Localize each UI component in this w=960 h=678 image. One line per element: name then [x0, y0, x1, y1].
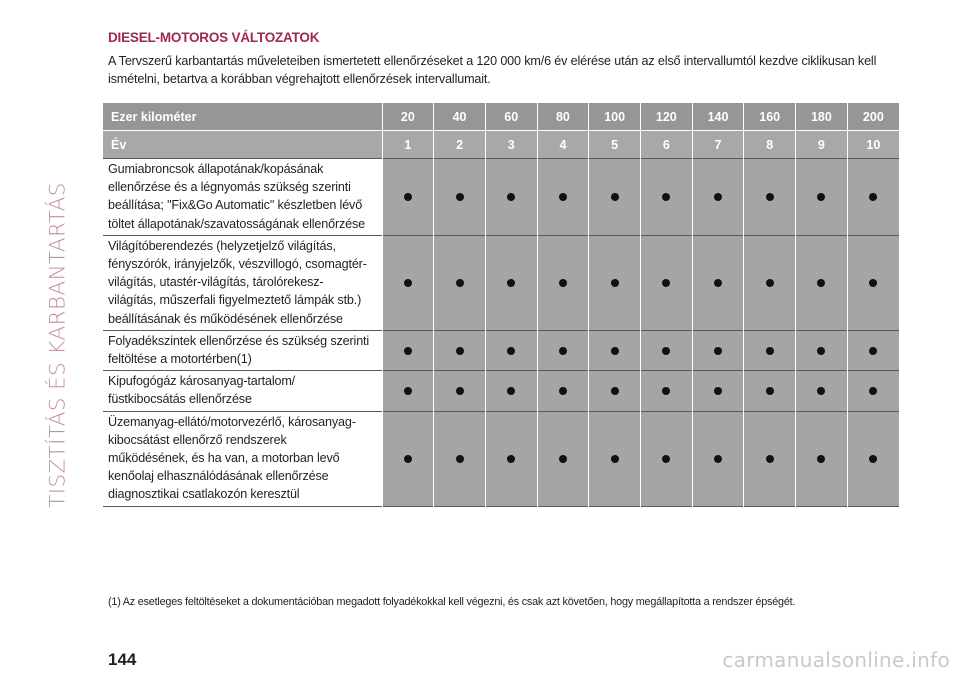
- interval-cell: [485, 330, 537, 370]
- km-header-cell: 120: [640, 103, 692, 131]
- check-dot-icon: [507, 193, 515, 201]
- check-dot-icon: [662, 279, 670, 287]
- interval-cell: [537, 411, 589, 506]
- interval-cell: [434, 235, 486, 330]
- interval-cell: [692, 159, 744, 236]
- check-dot-icon: [611, 387, 619, 395]
- year-header-cell: 4: [537, 131, 589, 159]
- interval-cell: [796, 330, 848, 370]
- check-dot-icon: [817, 347, 825, 355]
- interval-cell: [847, 371, 899, 411]
- interval-cell: [485, 411, 537, 506]
- interval-cell: [640, 411, 692, 506]
- check-item-label: Gumiabroncsok állapotának/kopásának ellenőrzése és a légnyomás szükség szerinti beállítása; "Fix&Go Automatic" készletben lévő töltet állapotának/szavatosságának ellenőrzése: [103, 159, 382, 236]
- table-row: [103, 411, 899, 506]
- check-dot-icon: [869, 193, 877, 201]
- interval-cell: [485, 159, 537, 236]
- interval-cell: [640, 330, 692, 370]
- interval-cell: [692, 235, 744, 330]
- interval-cell: [847, 330, 899, 370]
- check-dot-icon: [559, 193, 567, 201]
- check-dot-icon: [766, 347, 774, 355]
- interval-cell: [796, 159, 848, 236]
- check-dot-icon: [559, 347, 567, 355]
- km-header-cell: 140: [692, 103, 744, 131]
- interval-cell: [382, 330, 434, 370]
- check-dot-icon: [456, 347, 464, 355]
- check-dot-icon: [766, 455, 774, 463]
- year-header-cell: 2: [434, 131, 486, 159]
- year-header-cell: 6: [640, 131, 692, 159]
- km-header-cell: 100: [589, 103, 641, 131]
- interval-cell: [434, 159, 486, 236]
- check-dot-icon: [817, 387, 825, 395]
- section-title: DIESEL-MOTOROS VÁLTOZATOK: [108, 30, 320, 45]
- check-dot-icon: [507, 347, 515, 355]
- interval-cell: [640, 235, 692, 330]
- km-header-cell: 200: [847, 103, 899, 131]
- check-dot-icon: [714, 387, 722, 395]
- interval-cell: [692, 330, 744, 370]
- check-item-label: Folyadékszintek ellenőrzése és szükség szerinti feltöltése a motortérben(1): [103, 330, 382, 370]
- footnote: (1) Az esetleges feltöltéseket a dokumentációban megadott folyadékokkal kell végezni, és csak azt követően, hogy megállapította a rendszer épségét.: [108, 596, 796, 608]
- interval-cell: [382, 411, 434, 506]
- check-dot-icon: [662, 347, 670, 355]
- interval-cell: [744, 411, 796, 506]
- check-dot-icon: [404, 387, 412, 395]
- km-header-cell: 20: [382, 103, 434, 131]
- maintenance-schedule-table: [103, 103, 899, 507]
- interval-cell: [382, 235, 434, 330]
- check-dot-icon: [611, 193, 619, 201]
- watermark: carmanualsonline.info: [722, 648, 950, 672]
- check-dot-icon: [817, 193, 825, 201]
- check-dot-icon: [456, 193, 464, 201]
- check-dot-icon: [766, 193, 774, 201]
- check-dot-icon: [456, 387, 464, 395]
- check-dot-icon: [869, 387, 877, 395]
- km-header-row: [103, 103, 899, 131]
- check-dot-icon: [869, 455, 877, 463]
- check-dot-icon: [714, 347, 722, 355]
- interval-cell: [847, 235, 899, 330]
- interval-cell: [692, 411, 744, 506]
- check-dot-icon: [766, 279, 774, 287]
- interval-cell: [589, 330, 641, 370]
- check-dot-icon: [559, 387, 567, 395]
- km-header-cell: 60: [485, 103, 537, 131]
- table-row: [103, 371, 899, 411]
- interval-cell: [537, 235, 589, 330]
- interval-cell: [692, 371, 744, 411]
- km-header-cell: 40: [434, 103, 486, 131]
- km-header-cell: 160: [744, 103, 796, 131]
- interval-cell: [744, 330, 796, 370]
- check-dot-icon: [404, 347, 412, 355]
- interval-cell: [485, 235, 537, 330]
- check-dot-icon: [817, 455, 825, 463]
- interval-cell: [537, 371, 589, 411]
- check-dot-icon: [507, 455, 515, 463]
- km-header-cell: 180: [796, 103, 848, 131]
- check-dot-icon: [559, 279, 567, 287]
- interval-cell: [640, 371, 692, 411]
- interval-cell: [589, 235, 641, 330]
- km-header-cell: 80: [537, 103, 589, 131]
- interval-cell: [537, 159, 589, 236]
- check-dot-icon: [404, 279, 412, 287]
- year-header-row: [103, 131, 899, 159]
- year-header-cell: 1: [382, 131, 434, 159]
- check-dot-icon: [559, 455, 567, 463]
- year-header-cell: 5: [589, 131, 641, 159]
- km-header-label: Ezer kilométer: [103, 103, 382, 131]
- table-row: [103, 235, 899, 330]
- interval-cell: [744, 159, 796, 236]
- year-header-cell: 7: [692, 131, 744, 159]
- check-dot-icon: [611, 455, 619, 463]
- interval-cell: [537, 330, 589, 370]
- interval-cell: [640, 159, 692, 236]
- interval-cell: [796, 411, 848, 506]
- check-dot-icon: [662, 455, 670, 463]
- check-dot-icon: [662, 193, 670, 201]
- check-dot-icon: [714, 455, 722, 463]
- check-dot-icon: [507, 387, 515, 395]
- check-dot-icon: [869, 279, 877, 287]
- interval-cell: [382, 371, 434, 411]
- check-dot-icon: [611, 347, 619, 355]
- table-row: [103, 330, 899, 370]
- intro-paragraph: A Tervszerű karbantartás műveleteiben ismertetett ellenőrzéseket a 120 000 km/6 év elérése után az első intervallumtól kezdve ciklikusan kell ismételni, betartva a korábban végrehajtott ellenőrzések intervallumait.: [108, 54, 877, 86]
- schedule-body: [103, 159, 899, 507]
- year-header-cell: 3: [485, 131, 537, 159]
- interval-cell: [589, 371, 641, 411]
- interval-cell: [744, 235, 796, 330]
- interval-cell: [434, 371, 486, 411]
- interval-cell: [589, 411, 641, 506]
- chapter-side-title: TISZTÍTÁS ÉS KARBANTARTÁS: [45, 182, 71, 508]
- interval-cell: [382, 159, 434, 236]
- year-header-cell: 9: [796, 131, 848, 159]
- year-header-cell: 10: [847, 131, 899, 159]
- year-header-label: Év: [103, 131, 382, 159]
- interval-cell: [847, 411, 899, 506]
- check-dot-icon: [869, 347, 877, 355]
- page-number: 144: [108, 650, 137, 669]
- check-dot-icon: [456, 455, 464, 463]
- check-dot-icon: [611, 279, 619, 287]
- check-dot-icon: [714, 279, 722, 287]
- interval-cell: [744, 371, 796, 411]
- check-dot-icon: [456, 279, 464, 287]
- interval-cell: [434, 411, 486, 506]
- interval-cell: [796, 371, 848, 411]
- check-item-label: Világítóberendezés (helyzetjelző világítás, fényszórók, irányjelzők, vészvillogó, csomagtér-világítás, utastér-világítás, tárolórekesz-világítás, műszerfali figyelmeztető lámpák stb.) beállításának és működésének ellenőrzése: [103, 235, 382, 330]
- interval-cell: [434, 330, 486, 370]
- interval-cell: [847, 159, 899, 236]
- interval-cell: [485, 371, 537, 411]
- check-dot-icon: [714, 193, 722, 201]
- year-header-cell: 8: [744, 131, 796, 159]
- check-dot-icon: [766, 387, 774, 395]
- check-dot-icon: [662, 387, 670, 395]
- check-dot-icon: [507, 279, 515, 287]
- check-item-label: Üzemanyag-ellátó/motorvezérlő, károsanyag-kibocsátást ellenőrző rendszerek működésének, és ha van, a motorban levő kenőolaj elhasználódásának ellenőrzése diagnosztikai csatlakozón keresztül: [103, 411, 382, 506]
- table-row: [103, 159, 899, 236]
- check-dot-icon: [817, 279, 825, 287]
- check-dot-icon: [404, 193, 412, 201]
- check-dot-icon: [404, 455, 412, 463]
- check-item-label: Kipufogógáz károsanyag-tartalom/ füstkibocsátás ellenőrzése: [103, 371, 382, 411]
- interval-cell: [589, 159, 641, 236]
- interval-cell: [796, 235, 848, 330]
